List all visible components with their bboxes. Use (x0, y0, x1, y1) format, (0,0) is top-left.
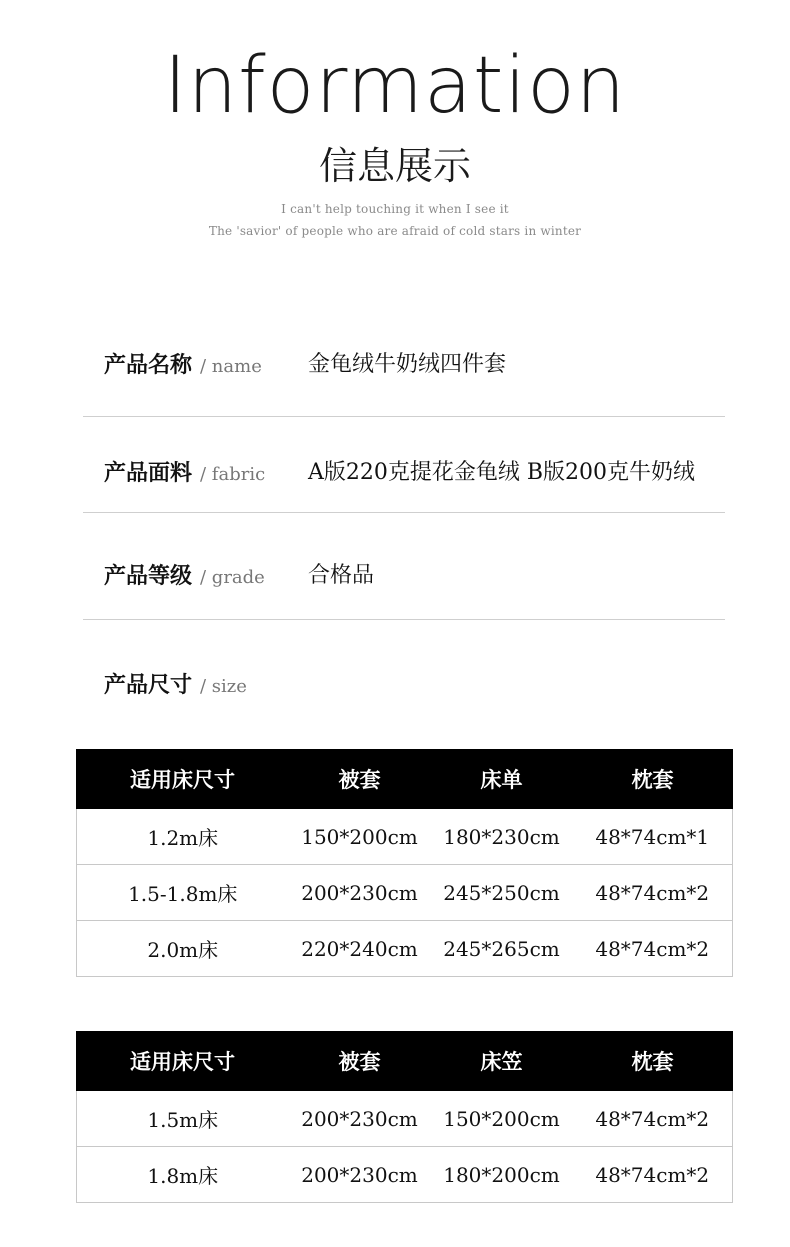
table-cell: 1.8m床 (77, 1147, 289, 1203)
tagline-1: I can't help touching it when I see it (281, 202, 509, 216)
tagline-2: The 'savior' of people who are afraid of cold stars in winter (208, 224, 582, 238)
info-row-name (83, 335, 725, 395)
info-label (104, 335, 262, 395)
table-cell: 48*74cm*2 (573, 865, 733, 921)
table-cell: 1.5-1.8m床 (77, 865, 289, 921)
table-row (77, 921, 733, 977)
info-label (104, 443, 265, 503)
table-cell: 150*200cm (431, 1091, 573, 1147)
info-label-en: / grade (200, 567, 265, 588)
info-label (104, 655, 247, 715)
info-value: 合格品 (308, 563, 375, 588)
divider (83, 512, 725, 513)
divider (83, 619, 725, 620)
size-table-fitted (76, 1031, 733, 1203)
table-header-cell: 床单 (431, 750, 573, 809)
table-header-cell: 枕套 (573, 750, 733, 809)
table-header-row (77, 1032, 733, 1091)
table-cell: 48*74cm*2 (573, 1147, 733, 1203)
table-row (77, 809, 733, 865)
table-cell: 48*74cm*2 (573, 921, 733, 977)
table-cell: 1.5m床 (77, 1091, 289, 1147)
table-header-cell: 枕套 (573, 1032, 733, 1091)
table-cell: 220*240cm (289, 921, 431, 977)
table-cell: 245*265cm (431, 921, 573, 977)
table-cell: 150*200cm (289, 809, 431, 865)
page-title: Information (163, 41, 627, 131)
table-header-cell: 床笠 (431, 1032, 573, 1091)
table-header-cell: 适用床尺寸 (77, 750, 289, 809)
info-value: 金龟绒牛奶绒四件套 (308, 352, 507, 377)
info-label (104, 546, 265, 606)
table-cell: 200*230cm (289, 865, 431, 921)
info-value: A版220克提花金龟绒 B版200克牛奶绒 (308, 460, 696, 485)
table-cell: 200*230cm (289, 1147, 431, 1203)
table-cell: 48*74cm*1 (573, 809, 733, 865)
info-label-cn: 产品等级 (104, 563, 193, 589)
info-row-size (83, 655, 725, 715)
table-cell: 245*250cm (431, 865, 573, 921)
info-label-cn: 产品名称 (104, 352, 193, 378)
table-header-cell: 被套 (289, 1032, 431, 1091)
page-subtitle: 信息展示 (318, 144, 471, 188)
info-label-en: / name (200, 356, 262, 377)
table-cell: 48*74cm*2 (573, 1091, 733, 1147)
table-row (77, 865, 733, 921)
table-row (77, 1147, 733, 1203)
info-row-grade (83, 546, 725, 606)
table-header-row (77, 750, 733, 809)
table-cell: 180*200cm (431, 1147, 573, 1203)
size-table-sheet (76, 749, 733, 977)
divider (83, 416, 725, 417)
info-label-cn: 产品面料 (104, 460, 193, 486)
table-row (77, 1091, 733, 1147)
table-cell: 1.2m床 (77, 809, 289, 865)
info-label-en: / fabric (200, 464, 266, 485)
info-row-fabric (83, 443, 725, 503)
table-header-cell: 被套 (289, 750, 431, 809)
info-label-en: / size (200, 676, 247, 697)
table-cell: 180*230cm (431, 809, 573, 865)
info-label-cn: 产品尺寸 (104, 672, 193, 698)
table-cell: 200*230cm (289, 1091, 431, 1147)
table-cell: 2.0m床 (77, 921, 289, 977)
table-header-cell: 适用床尺寸 (77, 1032, 289, 1091)
